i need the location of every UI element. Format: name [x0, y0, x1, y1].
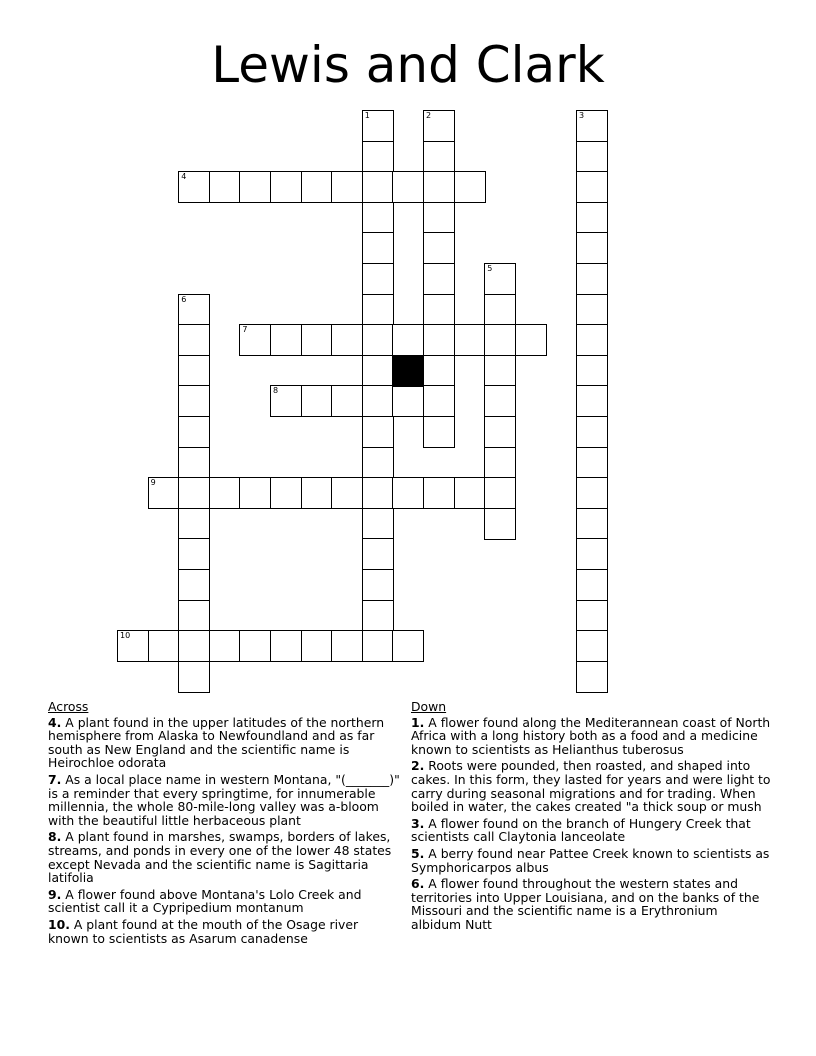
grid-cell[interactable] [331, 324, 363, 356]
grid-cell[interactable] [209, 171, 241, 203]
grid-cell[interactable] [454, 171, 486, 203]
grid-cell[interactable] [576, 385, 608, 417]
clue-across-10 [48, 918, 402, 945]
clue-number: 3. [411, 815, 425, 831]
grid-cell[interactable] [392, 477, 424, 509]
clue-text: A plant found in the upper latitudes of the northern hemisphere from Alaska to Newfoundland and as far south as New England and the scientific name is Heirochloe odorata [48, 714, 385, 771]
grid-cell[interactable] [423, 263, 455, 295]
grid-cell[interactable] [423, 171, 455, 203]
grid-cell[interactable] [362, 385, 394, 417]
grid-cell[interactable] [454, 324, 486, 356]
grid-cell[interactable] [423, 416, 455, 448]
clue-text: A flower found on the branch of Hungery Creek that scientists call Claytonia lanceolate [411, 815, 751, 845]
grid-cell[interactable] [576, 416, 608, 448]
clue-text: A plant found at the mouth of the Osage river known to scientists as Asarum canadense [48, 916, 359, 946]
across-clues [48, 700, 402, 948]
grid-cell[interactable] [178, 661, 210, 693]
grid-cell[interactable] [362, 600, 394, 632]
clue-number: 5. [411, 845, 425, 861]
clue-text: Roots were pounded, then roasted, and shaped into cakes. In this form, they lasted for years and were light to carry during seasonal migrations and for trading. When boiled in water, the cakes created "a thick soup or mush [411, 758, 771, 815]
grid-cell[interactable] [423, 232, 455, 264]
grid-cell[interactable] [484, 508, 516, 540]
grid-cell[interactable] [178, 416, 210, 448]
grid-cell[interactable] [362, 477, 394, 509]
grid-cell[interactable] [209, 630, 241, 662]
black-square [392, 355, 424, 387]
clue-number: 10. [48, 916, 70, 932]
grid-cell[interactable] [178, 324, 210, 356]
grid-cell[interactable] [239, 477, 271, 509]
grid-cell[interactable] [576, 447, 608, 479]
clue-number-label: 2 [426, 111, 432, 120]
grid-cell[interactable] [239, 171, 271, 203]
clue-number: 1. [411, 714, 425, 730]
grid-cell[interactable] [454, 477, 486, 509]
clue-number-label: 7 [242, 325, 248, 335]
grid-cell[interactable] [239, 324, 271, 356]
grid-cell[interactable] [484, 355, 516, 387]
grid-cell[interactable] [270, 385, 302, 417]
clue-number-label: 1 [364, 111, 370, 120]
grid-cell[interactable] [576, 324, 608, 356]
grid-cell[interactable] [576, 661, 608, 693]
grid-cell[interactable] [362, 141, 394, 173]
grid-cell[interactable] [178, 294, 210, 326]
grid-cell[interactable] [423, 385, 455, 417]
grid-cell[interactable] [423, 202, 455, 234]
clue-number-label: 4 [181, 172, 187, 182]
grid-cell[interactable] [178, 508, 210, 540]
clue-number-label: 3 [579, 111, 585, 120]
across-heading: Across [48, 699, 89, 714]
clue-text: As a local place name in western Montana, "(_______)" is a reminder that every springtime, for innumerable millennia, the whole 80-mile-long valley was a-bloom with the beautiful little herbaceous plant [48, 771, 400, 828]
grid-cell[interactable] [178, 355, 210, 387]
grid-cell[interactable] [362, 324, 394, 356]
grid-cell[interactable] [178, 385, 210, 417]
clue-number-label: 5 [487, 264, 493, 273]
grid-cell[interactable] [362, 263, 394, 295]
grid-cell[interactable] [362, 447, 394, 479]
clue-number-label: 9 [150, 478, 156, 488]
grid-cell[interactable] [362, 171, 394, 203]
grid-cell[interactable] [178, 447, 210, 479]
grid-cell[interactable] [362, 110, 394, 142]
grid-cell[interactable] [484, 294, 516, 326]
clue-across-4 [48, 716, 402, 770]
grid-cell[interactable] [270, 477, 302, 509]
grid-cell[interactable] [178, 600, 210, 632]
grid-cell[interactable] [576, 355, 608, 387]
grid-cell[interactable] [484, 263, 516, 295]
grid-cell[interactable] [362, 538, 394, 570]
grid-cell[interactable] [270, 324, 302, 356]
clue-across-9 [48, 888, 402, 915]
clue-down-6 [411, 877, 771, 931]
grid-cell[interactable] [331, 385, 363, 417]
grid-cell[interactable] [392, 171, 424, 203]
grid-cell[interactable] [148, 477, 180, 509]
clue-number-label: 10 [120, 631, 131, 641]
clue-number: 6. [411, 876, 425, 892]
grid-cell[interactable] [362, 355, 394, 387]
grid-cell[interactable] [423, 355, 455, 387]
grid-cell[interactable] [576, 232, 608, 264]
grid-cell[interactable] [576, 294, 608, 326]
clue-text: A flower found throughout the western states and territories into Upper Louisiana, and on the banks of the Missouri and the scientific name is a Erythronium albidum Nutt [411, 876, 760, 932]
grid-cell[interactable] [362, 630, 394, 662]
grid-cell[interactable] [423, 324, 455, 356]
clue-across-8 [48, 830, 402, 884]
grid-cell[interactable] [423, 141, 455, 173]
grid-cell[interactable] [331, 630, 363, 662]
grid-cell[interactable] [423, 294, 455, 326]
grid-cell[interactable] [423, 477, 455, 509]
clue-down-3 [411, 817, 771, 844]
grid-cell[interactable] [576, 508, 608, 540]
grid-cell[interactable] [178, 171, 210, 203]
clue-number-label: 8 [273, 386, 279, 396]
grid-cell[interactable] [362, 416, 394, 448]
grid-cell[interactable] [178, 630, 210, 662]
clue-text: A flower found along the Mediterannean coast of North Africa with a long history both as a food and a medicine known to scientists as Helianthus tuberosus [411, 714, 771, 757]
grid-cell[interactable] [423, 110, 455, 142]
grid-cell[interactable] [484, 324, 516, 356]
grid-cell[interactable] [362, 569, 394, 601]
clue-down-5 [411, 847, 771, 874]
grid-cell[interactable] [301, 385, 333, 417]
grid-cell[interactable] [362, 232, 394, 264]
grid-cell[interactable] [392, 324, 424, 356]
clue-number-label: 6 [181, 294, 187, 304]
grid-cell[interactable] [392, 385, 424, 417]
clue-number: 7. [48, 771, 62, 787]
grid-cell[interactable] [178, 477, 210, 509]
grid-cell[interactable] [576, 171, 608, 203]
grid-cell[interactable] [484, 447, 516, 479]
grid-cell[interactable] [178, 569, 210, 601]
grid-cell[interactable] [576, 600, 608, 632]
grid-cell[interactable] [484, 385, 516, 417]
grid-cell[interactable] [270, 630, 302, 662]
clue-number: 9. [48, 886, 62, 902]
grid-cell[interactable] [515, 324, 547, 356]
grid-cell[interactable] [576, 141, 608, 173]
grid-cell[interactable] [576, 538, 608, 570]
grid-cell[interactable] [331, 171, 363, 203]
grid-cell[interactable] [117, 630, 149, 662]
grid-cell[interactable] [301, 477, 333, 509]
grid-cell[interactable] [484, 416, 516, 448]
grid-cell[interactable] [576, 630, 608, 662]
grid-cell[interactable] [239, 630, 271, 662]
clue-text: A flower found above Montana's Lolo Creek and scientist call it a Cypripedium montanum [48, 886, 362, 916]
clue-across-7 [48, 773, 402, 827]
grid-cell[interactable] [301, 171, 333, 203]
puzzle-title: Lewis and Clark [211, 36, 605, 94]
grid-cell[interactable] [576, 477, 608, 509]
grid-cell[interactable] [576, 110, 608, 142]
grid-cell[interactable] [392, 630, 424, 662]
grid-cell[interactable] [484, 477, 516, 509]
grid-cell[interactable] [209, 477, 241, 509]
grid-cell[interactable] [362, 294, 394, 326]
clue-down-1 [411, 716, 771, 757]
clue-text: A plant found in marshes, swamps, borders of lakes, streams, and ponds in every one of the lower 48 states except Nevada and the scientific name is Sagittaria latifolia [48, 829, 392, 886]
clue-text: A berry found near Pattee Creek known to scientists as Symphoricarpos albus [411, 845, 770, 875]
grid-cell[interactable] [148, 630, 180, 662]
grid-cell[interactable] [362, 202, 394, 234]
grid-cell[interactable] [301, 630, 333, 662]
clue-number: 8. [48, 829, 62, 845]
clue-number: 4. [48, 714, 62, 730]
down-heading: Down [411, 699, 447, 714]
clue-down-2 [411, 759, 771, 813]
grid-cell[interactable] [576, 202, 608, 234]
grid-cell[interactable] [331, 477, 363, 509]
grid-cell[interactable] [576, 569, 608, 601]
grid-cell[interactable] [270, 171, 302, 203]
grid-cell[interactable] [301, 324, 333, 356]
clue-number: 2. [411, 758, 425, 774]
down-clues [411, 700, 771, 935]
grid-cell[interactable] [576, 263, 608, 295]
grid-cell[interactable] [362, 508, 394, 540]
grid-cell[interactable] [178, 538, 210, 570]
